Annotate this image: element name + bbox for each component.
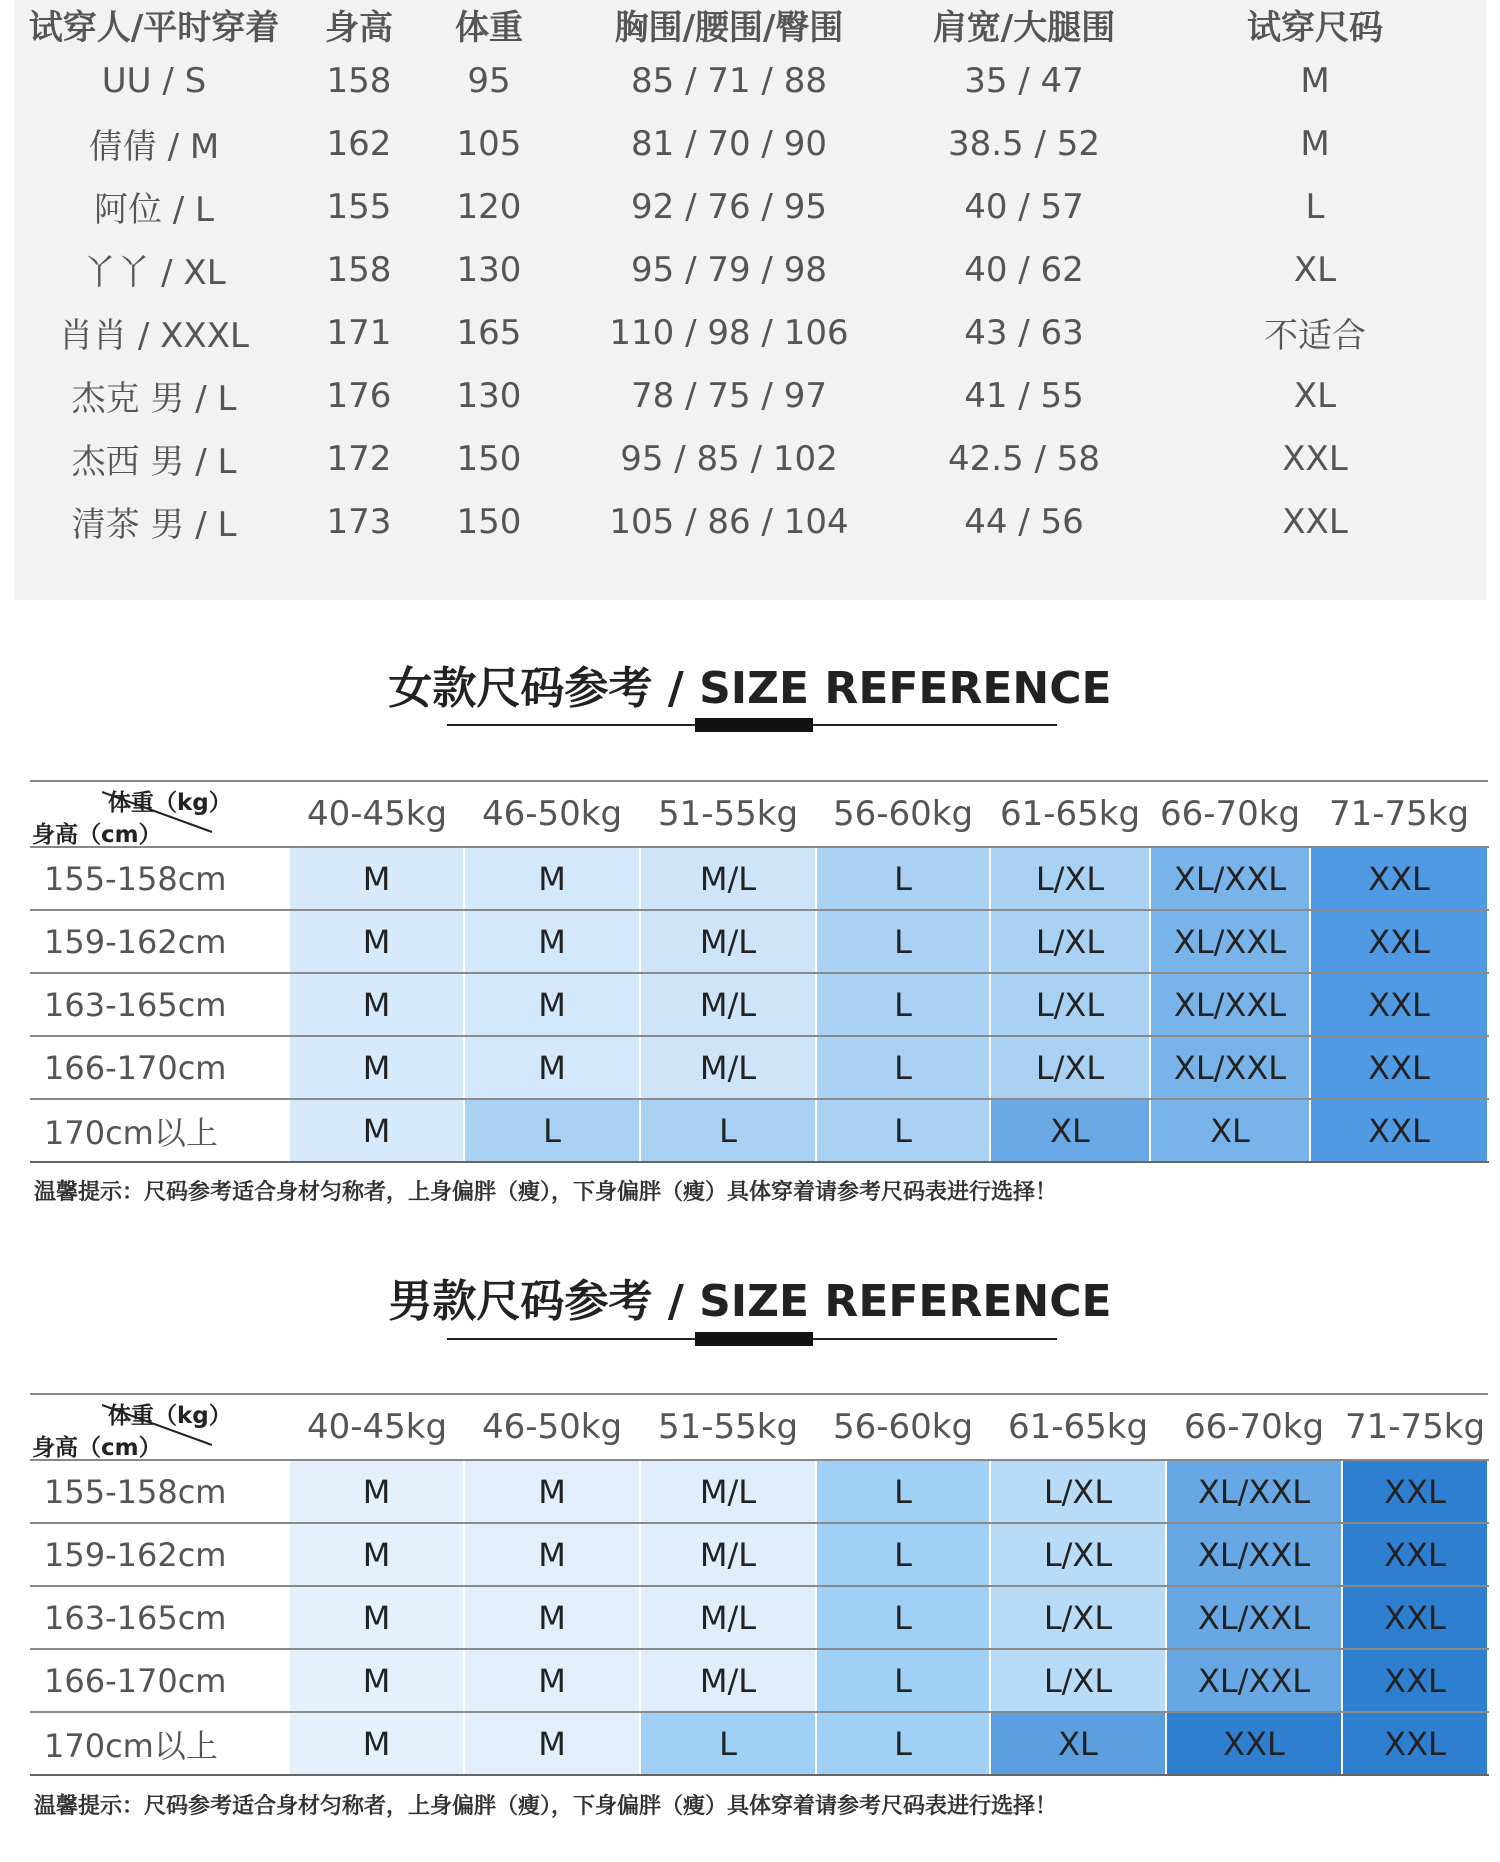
- men-size-cell: L/XL: [990, 1460, 1166, 1523]
- tryon-cell: 81 / 70 / 90: [631, 123, 827, 164]
- tryon-cell: 40 / 57: [964, 186, 1084, 227]
- tryon-cell: 173: [326, 501, 392, 542]
- women-size-cell: M/L: [640, 910, 816, 973]
- tryon-cell: 130: [456, 375, 522, 416]
- women-section-title: 女款尺码参考 / SIZE REFERENCE: [388, 663, 1112, 714]
- men-size-cell: L: [816, 1460, 990, 1523]
- women-size-row: [30, 1036, 1488, 1099]
- men-tip: 温馨提示：尺码参考适合身材匀称者，上身偏胖（瘦），下身偏胖（瘦）具体穿着请参考尺码表进行选择！: [34, 1794, 1058, 1819]
- tryon-cell: M: [1300, 123, 1330, 164]
- women-height-label: 155-158cm: [30, 847, 290, 910]
- women-size-cell: L/XL: [990, 847, 1150, 910]
- women-size-grid: [30, 780, 1489, 1163]
- tryon-cell: 158: [326, 60, 392, 101]
- women-size-cell: XXL: [1310, 910, 1488, 973]
- men-size-cell: XXL: [1166, 1712, 1342, 1775]
- tryon-cell: 杰克 男 / L: [71, 379, 237, 419]
- men-size-row: [30, 1712, 1488, 1775]
- men-size-cell: L/XL: [990, 1649, 1166, 1712]
- tryon-cell: 43 / 63: [964, 312, 1084, 353]
- men-size-cell: XL/XXL: [1166, 1586, 1342, 1649]
- men-size-cell: XXL: [1342, 1523, 1488, 1586]
- men-header-row: [30, 1394, 1488, 1460]
- men-size-cell: XXL: [1342, 1460, 1488, 1523]
- men-weight-header: 71-75kg: [1342, 1394, 1488, 1460]
- men-size-grid: [30, 1393, 1489, 1776]
- corner-weight-label: 体重（kg）: [108, 790, 232, 816]
- women-grid-body: [30, 847, 1488, 1162]
- tryon-cell: XL: [1293, 375, 1337, 416]
- women-size-cell: L/XL: [990, 973, 1150, 1036]
- women-size-cell: XXL: [1310, 1099, 1488, 1162]
- tryon-cell: 不适合: [1264, 316, 1366, 356]
- men-size-row: [30, 1523, 1488, 1586]
- corner-height-label: 身高（cm）: [32, 822, 162, 848]
- tryon-cell: 158: [326, 249, 392, 290]
- tryon-cell: 165: [456, 312, 522, 353]
- men-size-row: [30, 1460, 1488, 1523]
- tryon-row: [14, 49, 1486, 112]
- women-size-cell: L/XL: [990, 910, 1150, 973]
- women-size-row: [30, 847, 1488, 910]
- tryon-cell: 41 / 55: [964, 375, 1084, 416]
- men-size-cell: M: [290, 1523, 464, 1586]
- women-size-cell: M: [464, 973, 640, 1036]
- women-size-cell: XL/XXL: [1150, 1036, 1310, 1099]
- tryon-cell: 杰西 男 / L: [71, 442, 237, 482]
- men-size-cell: L: [816, 1586, 990, 1649]
- men-size-cell: M: [290, 1649, 464, 1712]
- men-section-title: 男款尺码参考 / SIZE REFERENCE: [388, 1276, 1112, 1327]
- men-weight-header: 51-55kg: [640, 1394, 816, 1460]
- tryon-cell: XXL: [1282, 501, 1348, 542]
- women-size-cell: M: [464, 1036, 640, 1099]
- tryon-cell: 40 / 62: [964, 249, 1084, 290]
- corner-height-label: 身高（cm）: [32, 1435, 162, 1461]
- tryon-header-cell: 试穿人/平时穿着: [28, 8, 280, 48]
- tryon-cell: 丫丫 / XL: [82, 253, 226, 293]
- tryon-cell: 162: [326, 123, 392, 164]
- women-height-label: 166-170cm: [30, 1036, 290, 1099]
- men-height-label: 170cm以上: [30, 1712, 290, 1775]
- men-weight-header: 56-60kg: [816, 1394, 990, 1460]
- women-size-cell: M/L: [640, 847, 816, 910]
- tryon-header-cell: 胸围/腰围/臀围: [614, 8, 844, 48]
- women-weight-header: 51-55kg: [640, 781, 816, 847]
- women-size-cell: M: [290, 847, 464, 910]
- women-size-cell: XXL: [1310, 1036, 1488, 1099]
- men-size-cell: M/L: [640, 1649, 816, 1712]
- men-height-label: 166-170cm: [30, 1649, 290, 1712]
- women-weight-header: 61-65kg: [990, 781, 1150, 847]
- tryon-header-cell: 试穿尺码: [1247, 8, 1383, 48]
- women-height-label: 170cm以上: [30, 1099, 290, 1162]
- tryon-row: [14, 301, 1486, 364]
- men-size-row: [30, 1649, 1488, 1712]
- men-size-cell: L: [816, 1712, 990, 1775]
- women-size-row: [30, 973, 1488, 1036]
- women-weight-header: 40-45kg: [290, 781, 464, 847]
- women-height-label: 159-162cm: [30, 910, 290, 973]
- tryon-panel: [14, 0, 1486, 600]
- women-size-cell: XL/XXL: [1150, 847, 1310, 910]
- tryon-row: [14, 238, 1486, 301]
- tryon-cell: 110 / 98 / 106: [609, 312, 849, 353]
- men-size-cell: M: [290, 1712, 464, 1775]
- women-weight-header: 71-75kg: [1310, 781, 1488, 847]
- women-size-cell: L: [816, 973, 990, 1036]
- men-title-rule-bar: [695, 1332, 813, 1346]
- tryon-cell: 78 / 75 / 97: [631, 375, 827, 416]
- men-size-cell: L/XL: [990, 1523, 1166, 1586]
- men-size-cell: M/L: [640, 1460, 816, 1523]
- men-size-cell: M: [290, 1460, 464, 1523]
- tryon-cell: 95 / 85 / 102: [620, 438, 838, 479]
- men-size-cell: M: [464, 1460, 640, 1523]
- women-size-cell: XXL: [1310, 847, 1488, 910]
- tryon-cell: 肖肖 / XXXL: [59, 316, 249, 356]
- tryon-cell: 176: [326, 375, 392, 416]
- women-tip: 温馨提示：尺码参考适合身材匀称者，上身偏胖（瘦），下身偏胖（瘦）具体穿着请参考尺码表进行选择！: [34, 1180, 1058, 1205]
- tryon-cell: 清茶 男 / L: [71, 505, 237, 545]
- women-size-cell: M: [290, 1099, 464, 1162]
- women-size-row: [30, 910, 1488, 973]
- tryon-body: [14, 49, 1486, 553]
- men-height-label: 163-165cm: [30, 1586, 290, 1649]
- women-size-cell: L: [816, 1099, 990, 1162]
- tryon-cell: XXL: [1282, 438, 1348, 479]
- women-size-cell: L: [816, 1036, 990, 1099]
- women-size-cell: M: [290, 910, 464, 973]
- women-height-label: 163-165cm: [30, 973, 290, 1036]
- women-title-rule-bar: [695, 718, 813, 732]
- tryon-cell: 85 / 71 / 88: [631, 60, 827, 101]
- men-weight-header: 66-70kg: [1166, 1394, 1342, 1460]
- men-size-cell: M: [464, 1523, 640, 1586]
- tryon-cell: 130: [456, 249, 522, 290]
- women-size-cell: M/L: [640, 973, 816, 1036]
- women-size-cell: M: [464, 847, 640, 910]
- tryon-row: [14, 490, 1486, 553]
- men-size-cell: L: [640, 1712, 816, 1775]
- tryon-row: [14, 427, 1486, 490]
- tryon-cell: 171: [326, 312, 392, 353]
- men-size-cell: XXL: [1342, 1649, 1488, 1712]
- women-size-cell: L: [640, 1099, 816, 1162]
- tryon-cell: 阿位 / L: [93, 190, 214, 230]
- women-size-cell: L: [464, 1099, 640, 1162]
- tryon-row: [14, 112, 1486, 175]
- women-size-cell: M: [290, 973, 464, 1036]
- tryon-cell: 95: [467, 60, 511, 101]
- tryon-header-cell: 身高: [325, 8, 393, 48]
- women-corner-cell: [30, 781, 290, 847]
- women-size-row: [30, 1099, 1488, 1162]
- tryon-cell: 105: [456, 123, 522, 164]
- men-grid-body: [30, 1460, 1488, 1775]
- men-size-cell: M: [464, 1712, 640, 1775]
- women-size-cell: XL: [1150, 1099, 1310, 1162]
- tryon-header-cell: 体重: [455, 8, 523, 48]
- men-corner-cell: [30, 1394, 290, 1460]
- women-size-cell: M: [464, 910, 640, 973]
- women-size-cell: XL/XXL: [1150, 910, 1310, 973]
- men-weight-header: 46-50kg: [464, 1394, 640, 1460]
- tryon-row: [14, 364, 1486, 427]
- men-size-cell: XL/XXL: [1166, 1649, 1342, 1712]
- tryon-header-cell: 肩宽/大腿围: [932, 8, 1116, 48]
- tryon-cell: XL: [1293, 249, 1337, 290]
- men-size-cell: XXL: [1342, 1586, 1488, 1649]
- men-size-cell: M: [464, 1586, 640, 1649]
- tryon-cell: 38.5 / 52: [947, 123, 1101, 164]
- women-size-cell: L/XL: [990, 1036, 1150, 1099]
- women-weight-header: 56-60kg: [816, 781, 990, 847]
- tryon-row: [14, 175, 1486, 238]
- tryon-cell: 155: [326, 186, 392, 227]
- tryon-cell: 倩倩 / M: [88, 127, 220, 167]
- women-size-cell: XL/XXL: [1150, 973, 1310, 1036]
- tryon-cell: 150: [456, 501, 522, 542]
- tryon-table: [14, 0, 1486, 553]
- tryon-cell: 42.5 / 58: [947, 438, 1101, 479]
- tryon-cell: 44 / 56: [964, 501, 1084, 542]
- tryon-cell: M: [1300, 60, 1330, 101]
- tryon-cell: 172: [326, 438, 392, 479]
- women-size-cell: L: [816, 847, 990, 910]
- corner-weight-label: 体重（kg）: [108, 1403, 232, 1429]
- women-size-cell: M/L: [640, 1036, 816, 1099]
- men-size-cell: L: [816, 1649, 990, 1712]
- men-size-cell: XL/XXL: [1166, 1460, 1342, 1523]
- women-size-cell: L: [816, 910, 990, 973]
- men-size-cell: XL/XXL: [1166, 1523, 1342, 1586]
- tryon-cell: 150: [456, 438, 522, 479]
- men-size-row: [30, 1586, 1488, 1649]
- tryon-cell: 35 / 47: [964, 60, 1084, 101]
- women-size-cell: XL: [990, 1099, 1150, 1162]
- men-height-label: 155-158cm: [30, 1460, 290, 1523]
- women-header-row: [30, 781, 1488, 847]
- men-size-cell: M/L: [640, 1523, 816, 1586]
- women-size-cell: M: [290, 1036, 464, 1099]
- women-size-cell: XXL: [1310, 973, 1488, 1036]
- men-size-cell: M/L: [640, 1586, 816, 1649]
- men-weight-header: 61-65kg: [990, 1394, 1166, 1460]
- men-size-cell: L/XL: [990, 1586, 1166, 1649]
- tryon-cell: L: [1305, 186, 1325, 227]
- women-weight-header: 66-70kg: [1150, 781, 1310, 847]
- tryon-cell: 92 / 76 / 95: [631, 186, 827, 227]
- tryon-header-row: [14, 0, 1486, 49]
- men-size-cell: XL: [990, 1712, 1166, 1775]
- men-size-cell: M: [290, 1586, 464, 1649]
- men-weight-header: 40-45kg: [290, 1394, 464, 1460]
- men-size-cell: M: [464, 1649, 640, 1712]
- men-size-cell: L: [816, 1523, 990, 1586]
- tryon-cell: UU / S: [101, 60, 207, 101]
- women-weight-header: 46-50kg: [464, 781, 640, 847]
- tryon-cell: 105 / 86 / 104: [609, 501, 849, 542]
- men-height-label: 159-162cm: [30, 1523, 290, 1586]
- tryon-cell: 120: [456, 186, 522, 227]
- men-size-cell: XXL: [1342, 1712, 1488, 1775]
- tryon-cell: 95 / 79 / 98: [631, 249, 827, 290]
